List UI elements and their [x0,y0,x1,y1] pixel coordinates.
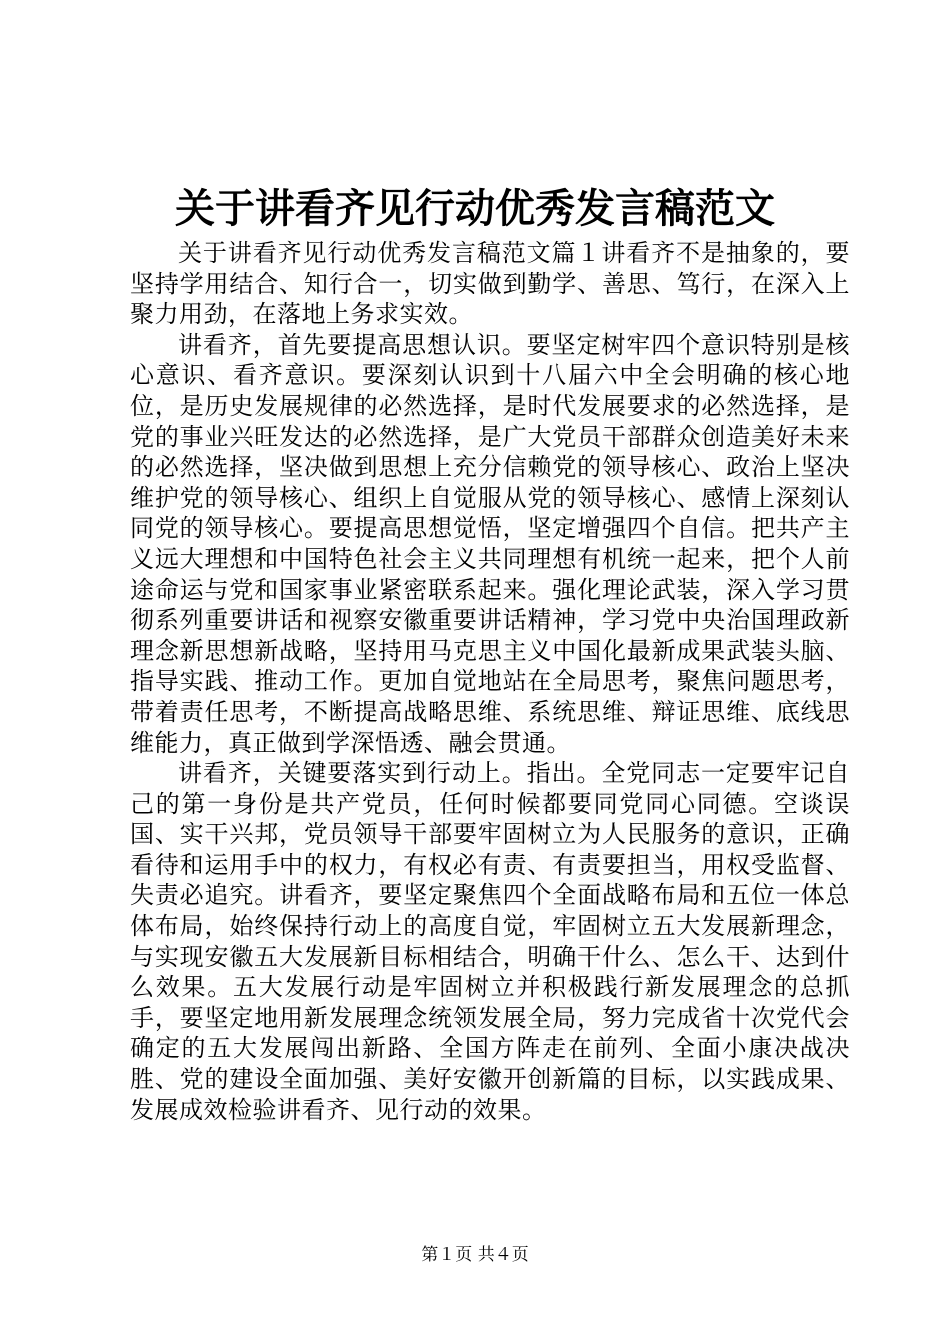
paragraph-2: 讲看齐，首先要提高思想认识。要坚定树牢四个意识特别是核心意识、看齐意识。要深刻认识到十八届六中全会明确的核心地位，是历史发展规律的必然选择，是时代发展要求的必然选择，是党的事业兴旺发达的必然选择，是广大党员干部群众创造美好未来的必然选择，坚决做到思想上充分信赖党的领导核心、政治上坚决维护党的领导核心、组织上自觉服从党的领导核心、感情上深刻认同党的领导核心。要提高思想觉悟，坚定增强四个自信。把共产主义远大理想和中国特色社会主义共同理想有机统一起来，把个人前途命运与党和国家事业紧密联系起来。强化理论武装，深入学习贯彻系列重要讲话和视察安徽重要讲话精神，学习党中央治国理政新理念新思想新战略，坚持用马克思主义中国化最新成果武装头脑、指导实践、推动工作。更加自觉地站在全局思考，聚焦问题思考，带着责任思考，不断提高战略思维、系统思维、辩证思维、底线思维能力，真正做到学深悟透、融会贯通。 [130,330,850,757]
document-title: 关于讲看齐见行动优秀发言稿范文 [175,185,775,232]
page-number-footer: 第１页 共４页 [421,1245,529,1265]
paragraph-3: 讲看齐，关键要落实到行动上。指出。全党同志一定要牢记自己的第一身份是共产党员，任何时候都要同党同心同德。空谈误国、实干兴邦，党员领导干部要牢固树立为人民服务的意识，正确看待和运用手中的权力，有权必有责、有责要担当，用权受监督、失责必追究。讲看齐，要坚定聚焦四个全面战略布局和五位一体总体布局，始终保持行动上的高度自觉，牢固树立五大发展新理念，与实现安徽五大发展新目标相结合，明确干什么、怎么干、达到什么效果。五大发展行动是牢固树立并积极践行新发展理念的总抓手，要坚定地用新发展理念统领发展全局，努力完成省十次党代会确定的五大发展闯出新路、全国方阵走在前列、全面小康决战决胜、党的建设全面加强、美好安徽开创新篇的目标，以实践成果、发展成效检验讲看齐、见行动的效果。 [130,759,850,1124]
paragraph-1: 关于讲看齐见行动优秀发言稿范文篇１讲看齐不是抽象的，要坚持学用结合、知行合一，切实做到勤学、善思、笃行，在深入上聚力用劲，在落地上务求实效。 [130,239,850,329]
document-body [130,238,850,1125]
